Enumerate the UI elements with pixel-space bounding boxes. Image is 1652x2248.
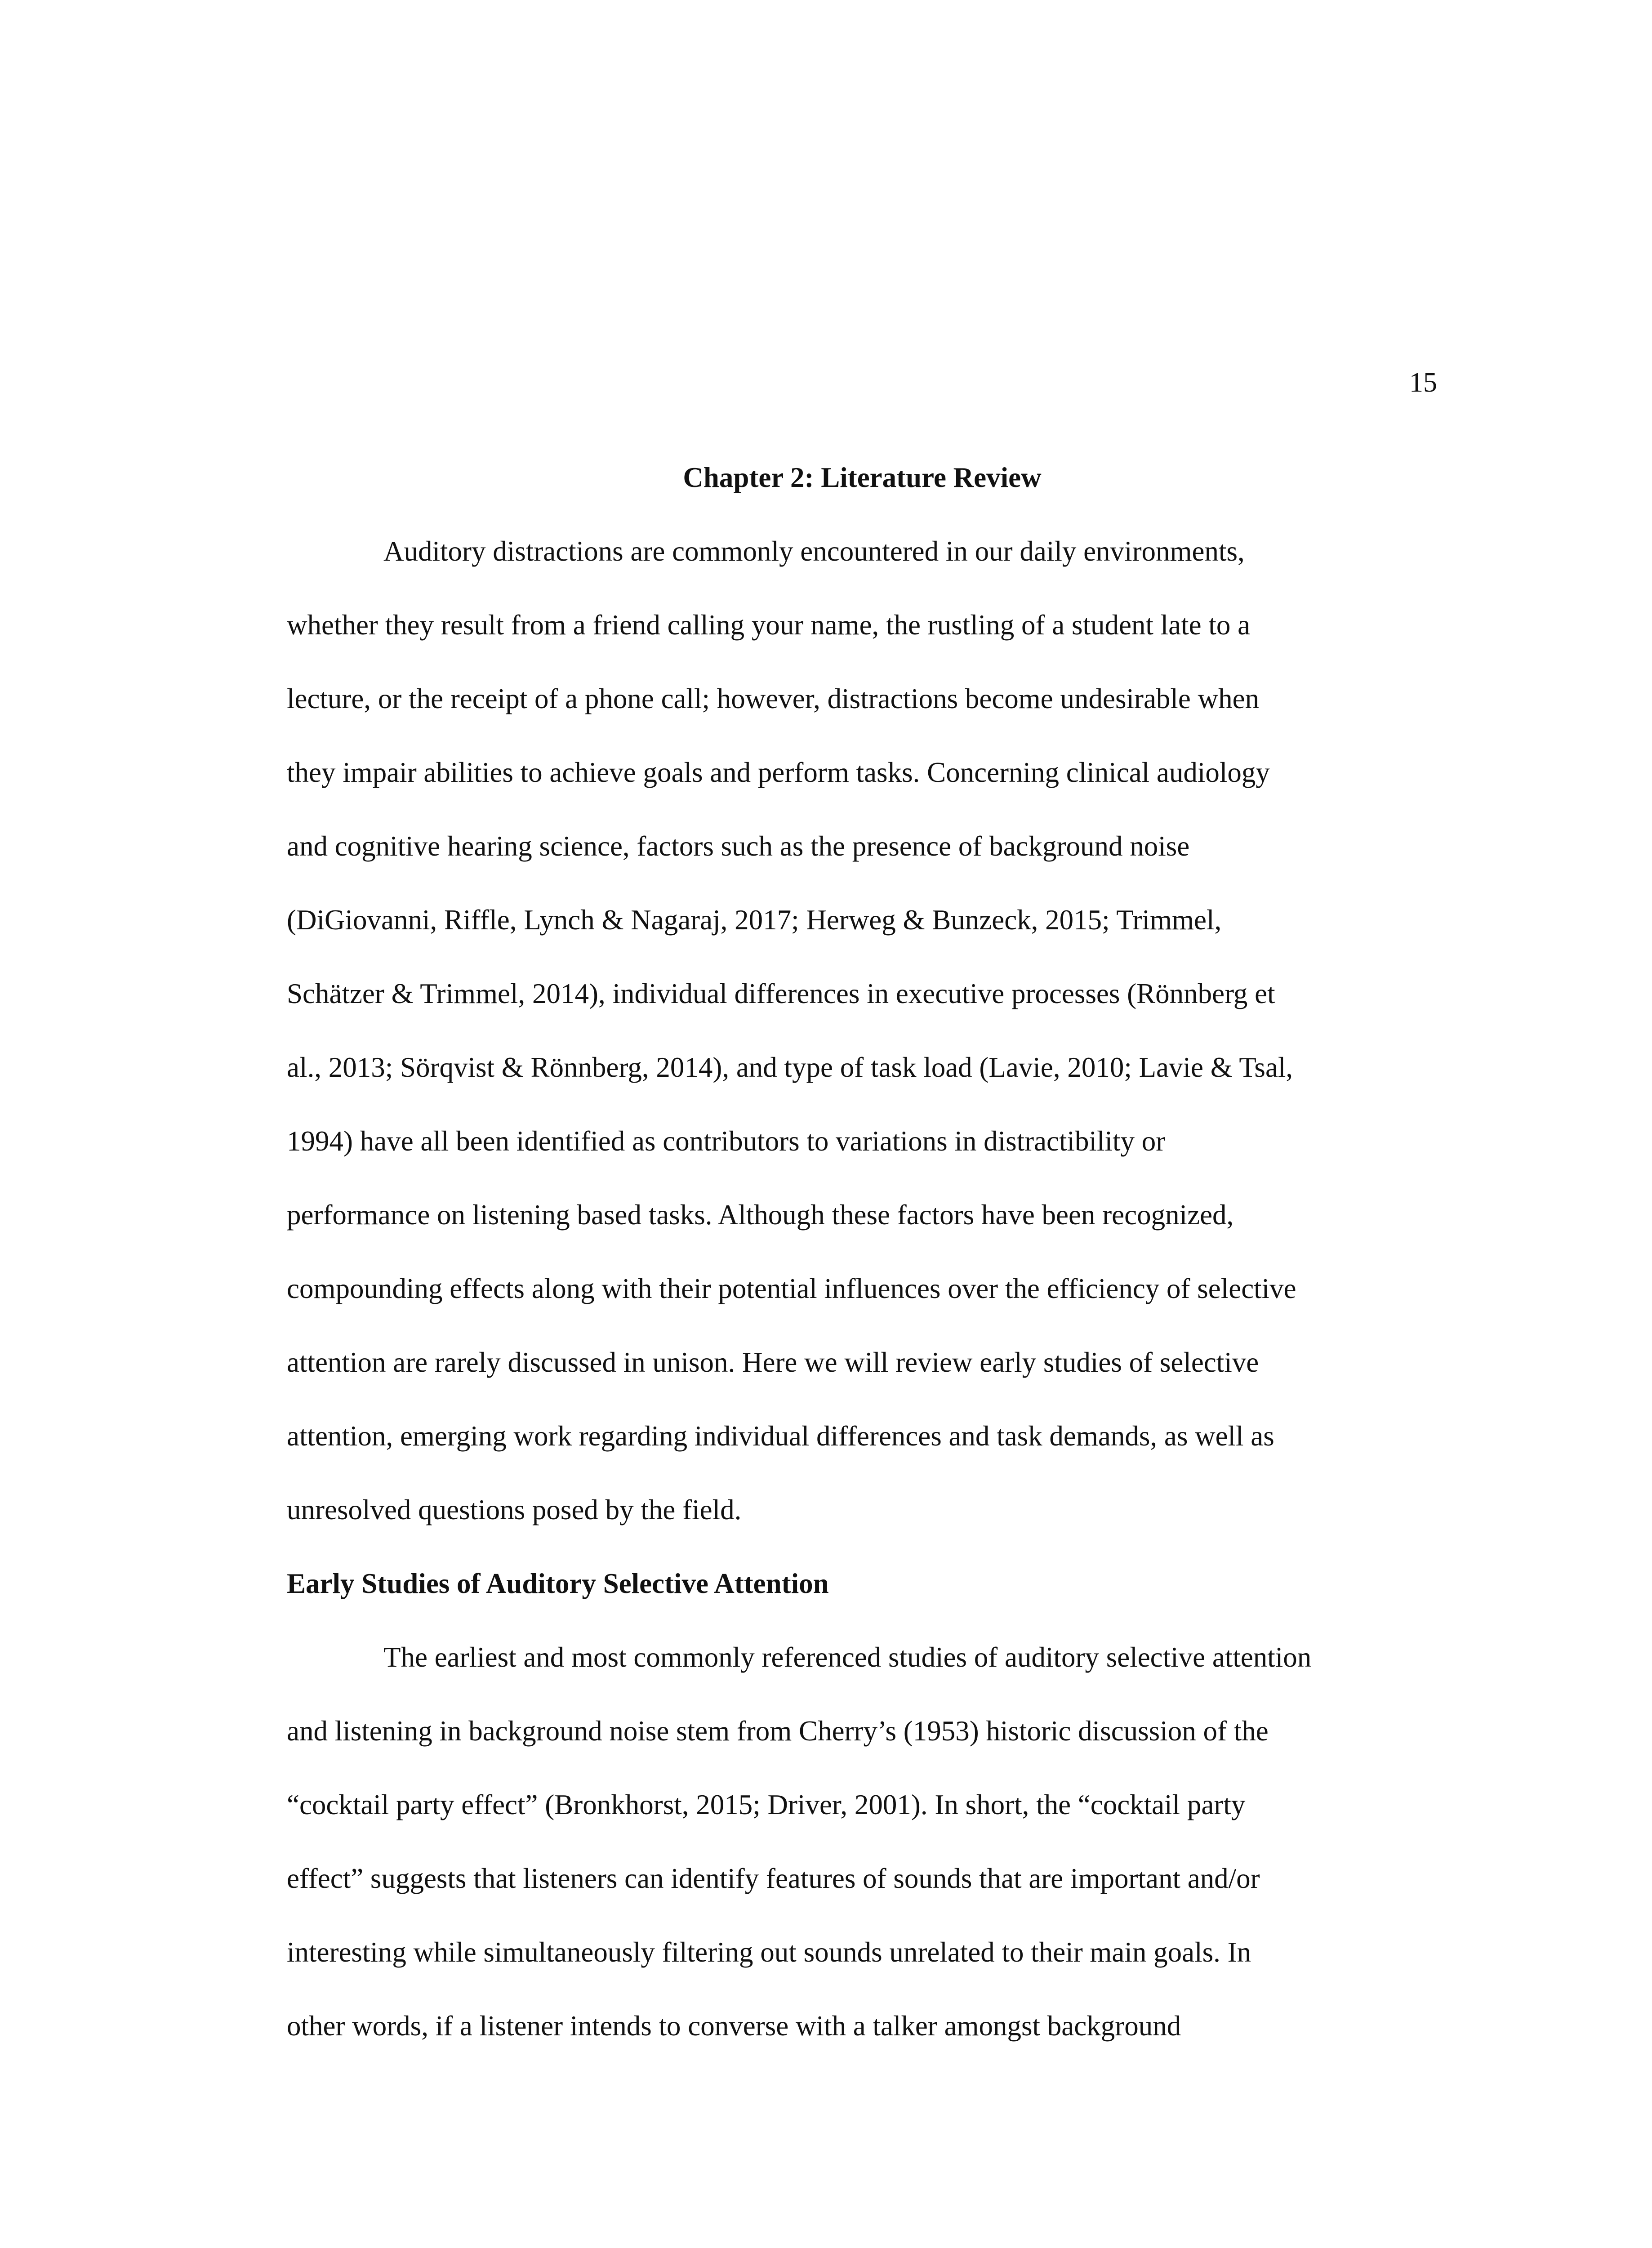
paragraph-line: and listening in background noise stem from Cherry’s (1953) historic discussion of the bbox=[287, 1715, 1269, 1747]
paragraph-line: attention, emerging work regarding individual differences and task demands, as well as bbox=[287, 1420, 1274, 1452]
paragraph-line: other words, if a listener intends to converse with a talker amongst background bbox=[287, 2010, 1181, 2042]
paragraph-line: “cocktail party effect” (Bronkhorst, 2015; Driver, 2001). In short, the “cocktail party bbox=[287, 1789, 1246, 1820]
paragraph-line: The earliest and most commonly referenced studies of auditory selective attention bbox=[383, 1641, 1312, 1673]
paragraph-line: attention are rarely discussed in unison. Here we will review early studies of selective bbox=[287, 1347, 1259, 1378]
paragraph-line: unresolved questions posed by the field. bbox=[287, 1494, 742, 1525]
paragraph-line: Auditory distractions are commonly encountered in our daily environments, bbox=[383, 535, 1245, 567]
paragraph-line: they impair abilities to achieve goals and perform tasks. Concerning clinical audiology bbox=[287, 757, 1270, 788]
paragraph-line: effect” suggests that listeners can identify features of sounds that are important and/or bbox=[287, 1863, 1260, 1894]
paragraph-line: 1994) have all been identified as contributors to variations in distractibility or bbox=[287, 1125, 1166, 1157]
paragraph-line: Schätzer & Trimmel, 2014), individual differences in executive processes (Rönnberg et bbox=[287, 978, 1275, 1009]
paragraph-early-studies bbox=[287, 1620, 1438, 2063]
paragraph-line: lecture, or the receipt of a phone call; however, distractions become undesirable when bbox=[287, 683, 1260, 714]
paragraph-line: compounding effects along with their potential influences over the efficiency of selective bbox=[287, 1273, 1296, 1304]
paragraph-line: al., 2013; Sörqvist & Rönnberg, 2014), and type of task load (Lavie, 2010; Lavie & Tsal, bbox=[287, 1052, 1293, 1083]
page-body bbox=[287, 441, 1438, 2063]
paragraph-line: and cognitive hearing science, factors such as the presence of background noise bbox=[287, 830, 1190, 862]
paragraph-line: performance on listening based tasks. Although these factors have been recognized, bbox=[287, 1199, 1234, 1231]
paragraph-line: (DiGiovanni, Riffle, Lynch & Nagaraj, 2017; Herweg & Bunzeck, 2015; Trimmel, bbox=[287, 904, 1222, 936]
paragraph-line: interesting while simultaneously filtering out sounds unrelated to their main goals. In bbox=[287, 1936, 1251, 1968]
paragraph-line: whether they result from a friend calling your name, the rustling of a student late to a bbox=[287, 609, 1251, 641]
paragraph-intro bbox=[287, 514, 1438, 1547]
section-heading: Early Studies of Auditory Selective Attention bbox=[287, 1568, 829, 1599]
chapter-title: Chapter 2: Literature Review bbox=[683, 462, 1042, 493]
page-number: 15 bbox=[1409, 367, 1437, 398]
